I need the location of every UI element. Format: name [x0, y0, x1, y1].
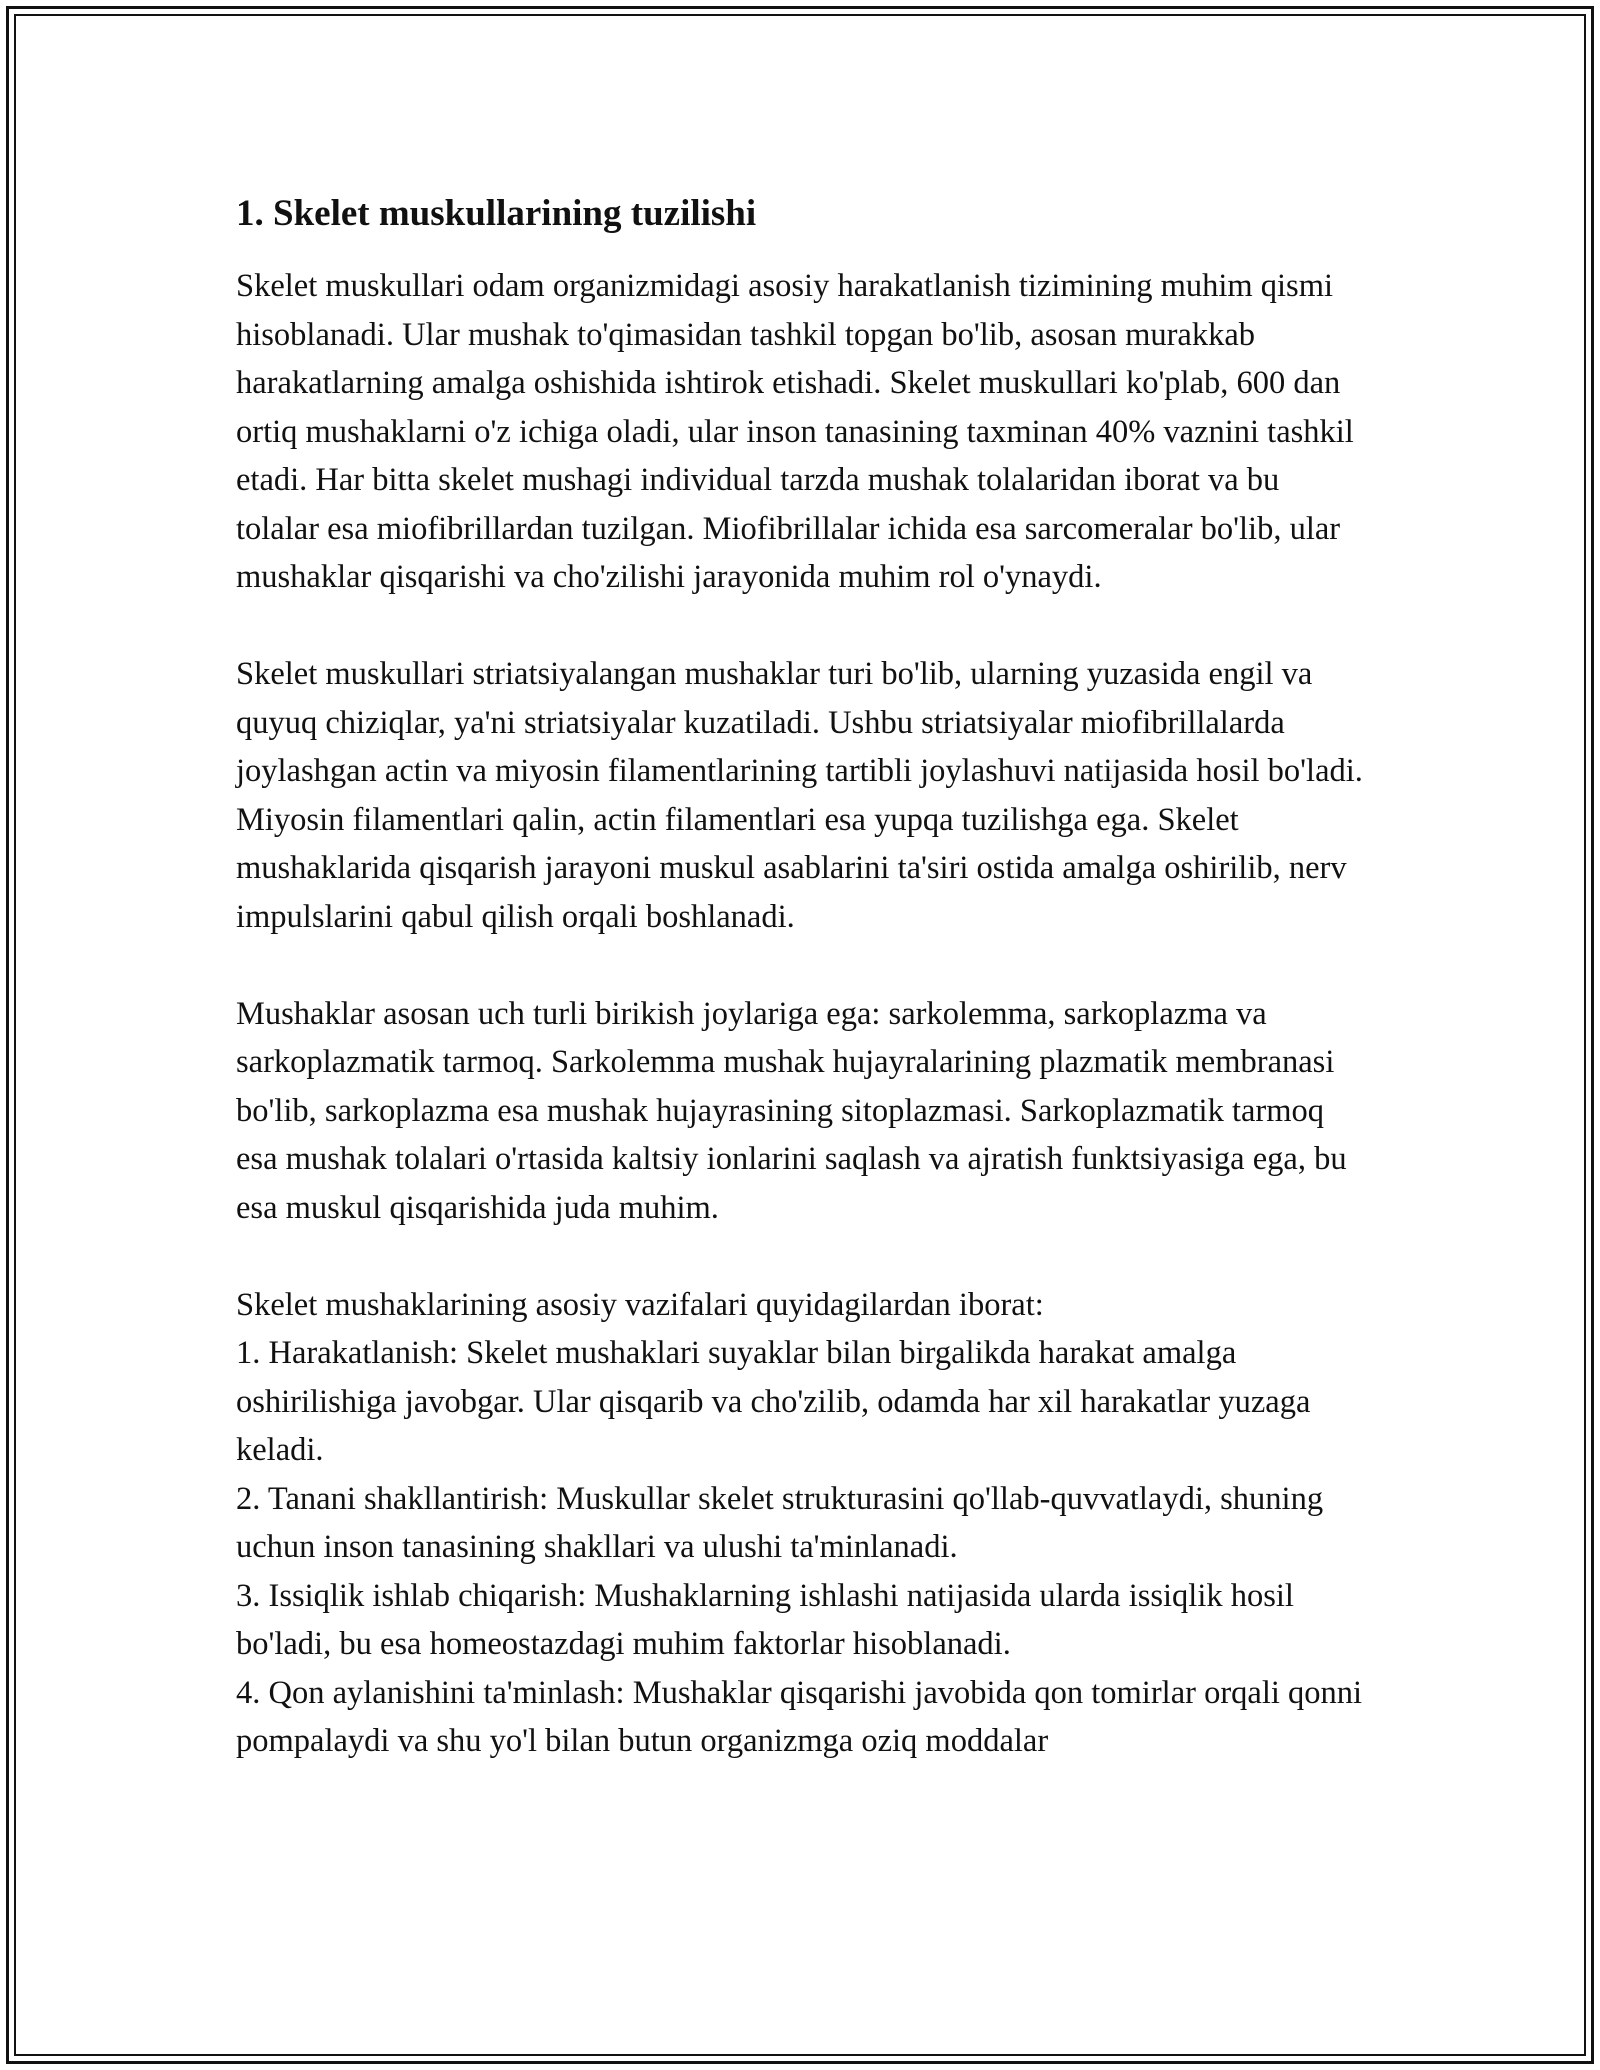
list-item-movement: 1. Harakatlanish: Skelet mushaklari suyaklar bilan birgalikda harakat amalga oshirilishiga javobgar. Ular qisqarib va cho'zilib, odamda har xil harakatlar yuzaga keladi. [236, 1335, 1311, 1468]
list-item-circulation: 4. Qon aylanishini ta'minlash: Mushaklar qisqarishi javobida qon tomirlar orqali qonni pompalaydi va shu yo'l bilan butun organizmga oziq moddalar [236, 1674, 1363, 1759]
list-item-heat: 3. Issiqlik ishlab chiqarish: Mushaklarning ishlashi natijasida ularda issiqlik hosil bo'ladi, bu esa homeostazdagi muhim faktorlar hisoblanadi. [236, 1577, 1294, 1662]
document-body [236, 188, 1366, 1766]
paragraph-striation: Skelet muskullari striatsiyalangan mushaklar turi bo'lib, ularning yuzasida engil va quyuq chiziqlar, ya'ni striatsiyalar kuzatiladi. Ushbu striatsiyalar miofibrillalarda joylashgan actin va miyosin filamentlarining tartibli joylashuvi natijasida hosil bo'ladi. Miyosin filamentlari qalin, actin filamentlari esa yupqa tuzilishga ega. Skelet mushaklarida qisqarish jarayoni muskul asablarini ta'siri ostida amalga oshirilib, nerv impulslarini qabul qilish orqali boshlanadi. [236, 656, 1363, 935]
document-heading: 1. Skelet muskullarining tuzilishi [236, 193, 757, 234]
paragraph-spacer [236, 602, 1366, 651]
paragraph-structure: Skelet muskullari odam organizmidagi asosiy harakatlanish tizimining muhim qismi hisoblanadi. Ular mushak to'qimasidan tashkil topgan bo'lib, asosan murakkab harakatlarning amalga oshishida ishtirok etishadi. Skelet muskullari ko'plab, 600 dan ortiq mushaklarni o'z ichiga oladi, ular inson tanasining taxminan 40% vaznini tashkil etadi. Har bitta skelet mushagi individual tarzda mushak tolalaridan iborat va bu tolalar esa miofibrillardan tuzilgan. Miofibrillalar ichida esa sarcomeralar bo'lib, ular mushaklar qisqarishi va cho'zilishi jarayonida muhim rol o'ynaydi. [236, 268, 1354, 595]
paragraph-components: Mushaklar asosan uch turli birikish joylariga ega: sarkolemma, sarkoplazma va sarkoplazmatik tarmoq. Sarkolemma mushak hujayralarining plazmatik membranasi bo'lib, sarkoplazma esa mushak hujayrasining sitoplazmasi. Sarkoplazmatik tarmoq esa mushak tolalari o'rtasida kaltsiy ionlarini saqlash va ajratish funktsiyasiga ega, bu esa muskul qisqarishida juda muhim. [236, 995, 1347, 1226]
list-intro: Skelet mushaklarining asosiy vazifalari quyidagilardan iborat: [236, 1286, 1044, 1323]
list-item-body-shape: 2. Tanani shakllantirish: Muskullar skelet strukturasini qo'llab-quvvatlaydi, shuning uchun inson tanasining shakllari va ulushi ta'minlanadi. [236, 1480, 1324, 1565]
paragraph-spacer [236, 1232, 1366, 1281]
paragraph-spacer [236, 941, 1366, 990]
